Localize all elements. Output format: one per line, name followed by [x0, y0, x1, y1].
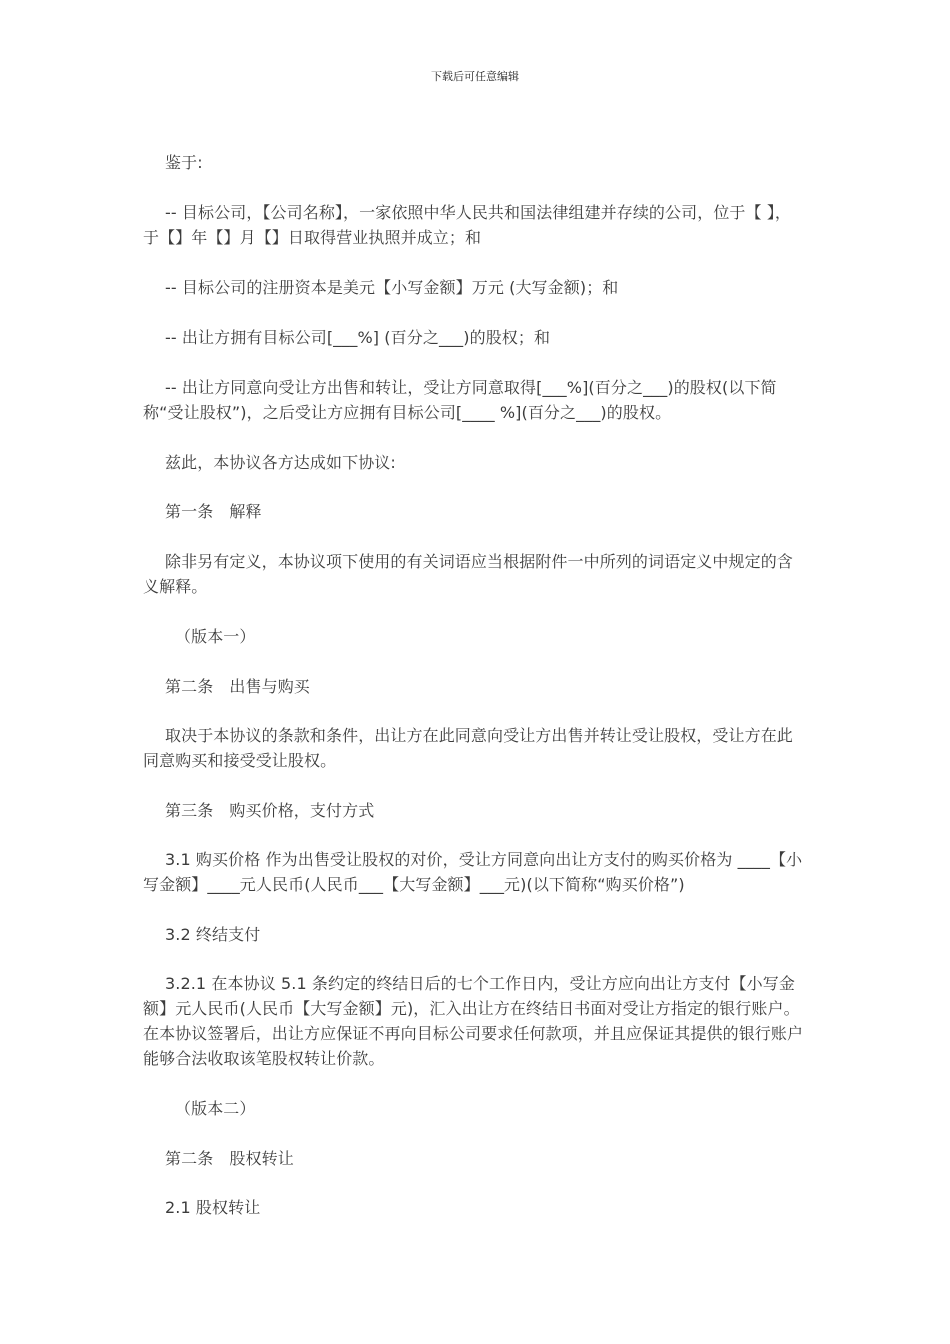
article-3-title: 第三条 购买价格，支付方式 [165, 801, 375, 820]
recital-transfer: -- 出让方同意向受让方出售和转让，受让方同意取得[___%](百分之___)的股权(以下简称“受让股权”)，之后受让方应拥有目标公司[____ %](百分之___)的股权。 [143, 378, 777, 422]
page-header: 下载后可任意编辑 [431, 70, 519, 83]
article-1-title: 第一条 解释 [165, 502, 262, 521]
recital-capital: -- 目标公司的注册资本是美元【小写金额】万元 (大写金额)；和 [165, 278, 619, 297]
clause-2-1: 2.1 股权转让 [165, 1198, 261, 1217]
whereas-heading: 鉴于: [165, 153, 203, 172]
clause-3-2: 3.2 终结支付 [165, 925, 261, 944]
agreement-intro: 兹此，本协议各方达成如下协议: [165, 453, 396, 472]
recital-company: -- 目标公司，【公司名称】，一家依照中华人民共和国法律组建并存续的公司，位于【 】，于【】年【】月【】日取得营业执照并成立；和 [143, 203, 792, 247]
clause-3-2-1: 3.2.1 在本协议 5.1 条约定的终结日后的七个工作日内，受让方应向出让方支付【小写金额】元人民币(人民币【大写金额】元)，汇入出让方在终结日书面对受让方指定的银行账户。在本协议签署后，出让方应保证不再向目标公司要求任何款项，并且应保证其提供的银行账户能够合法收取该笔股权转让价款。 [143, 974, 804, 1068]
recital-ownership: -- 出让方拥有目标公司[___%] (百分之___)的股权；和 [165, 328, 551, 347]
article-1-body: 除非另有定义，本协议项下使用的有关词语应当根据附件一中所列的词语定义中规定的含义解释。 [143, 552, 793, 596]
version-2-label: （版本二） [175, 1099, 256, 1118]
version-1-label: （版本一） [175, 627, 256, 646]
article-2b-title: 第二条 股权转让 [165, 1149, 294, 1168]
article-2-title: 第二条 出售与购买 [165, 677, 310, 696]
clause-3-1: 3.1 购买价格 作为出售受让股权的对价，受让方同意向出让方支付的购买价格为 ____【小写金额】____元人民币(人民币___【大写金额】___元)(以下简称“购买价格”) [143, 850, 803, 894]
article-2-body: 取决于本协议的条款和条件，出让方在此同意向受让方出售并转让受让股权，受让方在此同意购买和接受受让股权。 [143, 726, 793, 770]
